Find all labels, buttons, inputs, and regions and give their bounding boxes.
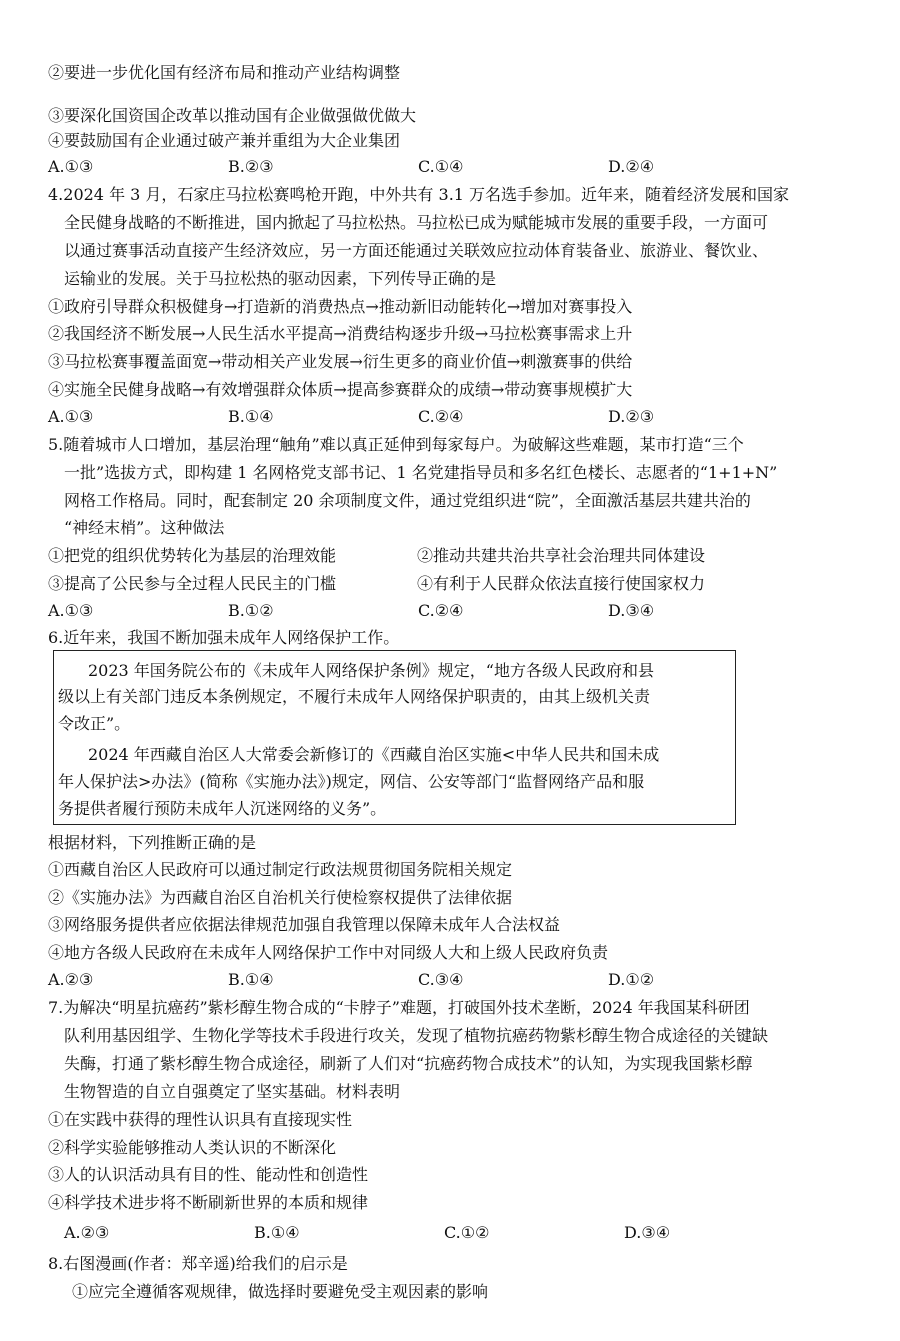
q5-stem-line: “神经末梢”。这种做法	[64, 518, 225, 537]
q3-item-2: ②要进一步优化国有经济布局和推动产业结构调整	[48, 63, 401, 82]
q4-option-c: C.②④	[418, 407, 464, 426]
q7-stem-line: 失酶，打通了紫杉醇生物合成途径，刷新了人们对“抗癌药物合成技术”的认知，为实现我国紫杉醇	[64, 1054, 753, 1073]
q5-item-3: ③提高了公民参与全过程人民民主的门槛	[48, 574, 337, 593]
q6-question: 根据材料，下列推断正确的是	[48, 833, 257, 852]
q6-item-3: ③网络服务提供者应依据法律规范加强自我管理以保障未成年人合法权益	[48, 915, 561, 934]
q3-option-b: B.②③	[228, 157, 274, 176]
q5-option-b: B.①②	[228, 601, 274, 620]
q7-option-c: C.①②	[444, 1223, 490, 1242]
q5-stem-line: 一批”选拔方式，即构建 1 名网格党支部书记、1 名党建指导员和多名红色楼长、志愿者的“1+1+N”	[64, 463, 778, 482]
q3-item-4: ④要鼓励国有企业通过破产兼并重组为大企业集团	[48, 131, 401, 150]
q3-option-d: D.②④	[608, 157, 655, 176]
q7-option-d: D.③④	[624, 1223, 671, 1242]
q3-options	[48, 157, 868, 177]
q8-stem: 8.右图漫画(作者：郑辛遥)给我们的启示是	[48, 1254, 348, 1273]
q6-option-c: C.③④	[418, 970, 464, 989]
q7-item-4: ④科学技术进步将不断刷新世界的本质和规律	[48, 1193, 369, 1212]
q7-stem-line: 队利用基因组学、生物化学等技术手段进行攻关，发现了植物抗癌药物紫杉醇生物合成途径的关键缺	[64, 1026, 769, 1045]
q6-option-d: D.①②	[608, 970, 655, 989]
q5-stem-line: 网格工作格局。同时，配套制定 20 余项制度文件，通过党组织进“院”，全面激活基层共建共治的	[64, 491, 751, 510]
q4-stem-line: 运输业的发展。关于马拉松热的驱动因素，下列传导正确的是	[64, 269, 497, 288]
q4-item-1: ①政府引导群众积极健身→打造新的消费热点→推动新旧动能转化→增加对赛事投入	[48, 297, 633, 316]
q6-stem: 6.近年来，我国不断加强未成年人网络保护工作。	[48, 628, 400, 647]
q7-item-2: ②科学实验能够推动人类认识的不断深化	[48, 1138, 337, 1157]
q6-material-line: 级以上有关部门违反本条例规定，不履行未成年人网络保护职责的，由其上级机关责	[58, 687, 651, 706]
q4-option-d: D.②③	[608, 407, 655, 426]
q6-material-line: 2024 年西藏自治区人大常委会新修订的《西藏自治区实施<中华人民共和国未成	[88, 745, 660, 764]
q5-stem-line: 5.随着城市人口增加，基层治理“触角”难以真正延伸到每家每户。为破解这些难题，某市打造“三个	[48, 435, 744, 454]
q4-stem-line: 以通过赛事活动直接产生经济效应，另一方面还能通过关联效应拉动体育装备业、旅游业、餐饮业、	[64, 241, 769, 260]
q4-options	[48, 407, 868, 427]
q7-stem-line: 生物智造的自立自强奠定了坚实基础。材料表明	[64, 1082, 401, 1101]
q5-item-4: ④有利于人民群众依法直接行使国家权力	[417, 574, 706, 593]
q8-item-1: ①应完全遵循客观规律，做选择时要避免受主观因素的影响	[72, 1282, 489, 1301]
q7-options	[64, 1223, 884, 1243]
q6-material-line: 令改正”。	[58, 714, 131, 733]
q6-material-line: 2023 年国务院公布的《未成年人网络保护条例》规定，“地方各级人民政府和县	[88, 661, 654, 680]
q3-item-3: ③要深化国资国企改革以推动国有企业做强做优做大	[48, 106, 417, 125]
q4-stem-line: 全民健身战略的不断推进，国内掀起了马拉松热。马拉松已成为赋能城市发展的重要手段，一方面可	[64, 213, 769, 232]
q6-item-4: ④地方各级人民政府在未成年人网络保护工作中对同级人大和上级人民政府负责	[48, 943, 609, 962]
q4-item-2: ②我国经济不断发展→人民生活水平提高→消费结构逐步升级→马拉松赛事需求上升	[48, 324, 633, 343]
q4-stem-line: 4.2024 年 3 月，石家庄马拉松赛鸣枪开跑，中外共有 3.1 万名选手参加。近年来，随着经济发展和国家	[48, 185, 790, 204]
q4-item-4: ④实施全民健身战略→有效增强群众体质→提高参赛群众的成绩→带动赛事规模扩大	[48, 380, 633, 399]
q5-options	[48, 601, 868, 621]
q5-option-a: A.①③	[48, 601, 94, 620]
q6-options	[48, 970, 868, 990]
q6-option-b: B.①④	[228, 970, 274, 989]
q7-item-3: ③人的认识活动具有目的性、能动性和创造性	[48, 1165, 369, 1184]
q6-option-a: A.②③	[48, 970, 94, 989]
q6-material-box	[53, 650, 736, 825]
q4-item-3: ③马拉松赛事覆盖面宽→带动相关产业发展→衍生更多的商业价值→刺激赛事的供给	[48, 352, 633, 371]
q4-option-b: B.①④	[228, 407, 274, 426]
q4-option-a: A.①③	[48, 407, 94, 426]
q6-item-1: ①西藏自治区人民政府可以通过制定行政法规贯彻国务院相关规定	[48, 860, 513, 879]
q3-option-c: C.①④	[418, 157, 464, 176]
q5-item-1: ①把党的组织优势转化为基层的治理效能	[48, 546, 337, 565]
q6-material-line: 务提供者履行预防未成年人沉迷网络的义务”。	[58, 799, 387, 818]
q5-option-c: C.②④	[418, 601, 464, 620]
q3-option-a: A.①③	[48, 157, 94, 176]
q5-item-2: ②推动共建共治共享社会治理共同体建设	[417, 546, 706, 565]
q6-item-2: ②《实施办法》为西藏自治区自治机关行使检察权提供了法律依据	[48, 888, 513, 907]
q7-option-a: A.②③	[64, 1223, 110, 1242]
q7-option-b: B.①④	[254, 1223, 300, 1242]
q7-item-1: ①在实践中获得的理性认识具有直接现实性	[48, 1110, 353, 1129]
q5-option-d: D.③④	[608, 601, 655, 620]
q7-stem-line: 7.为解决“明星抗癌药”紫杉醇生物合成的“卡脖子”难题，打破国外技术垄断，2024 年我国某科研团	[48, 998, 750, 1017]
q6-material-line: 年人保护法>办法》(简称《实施办法》)规定，网信、公安等部门“监督网络产品和服	[58, 772, 645, 791]
